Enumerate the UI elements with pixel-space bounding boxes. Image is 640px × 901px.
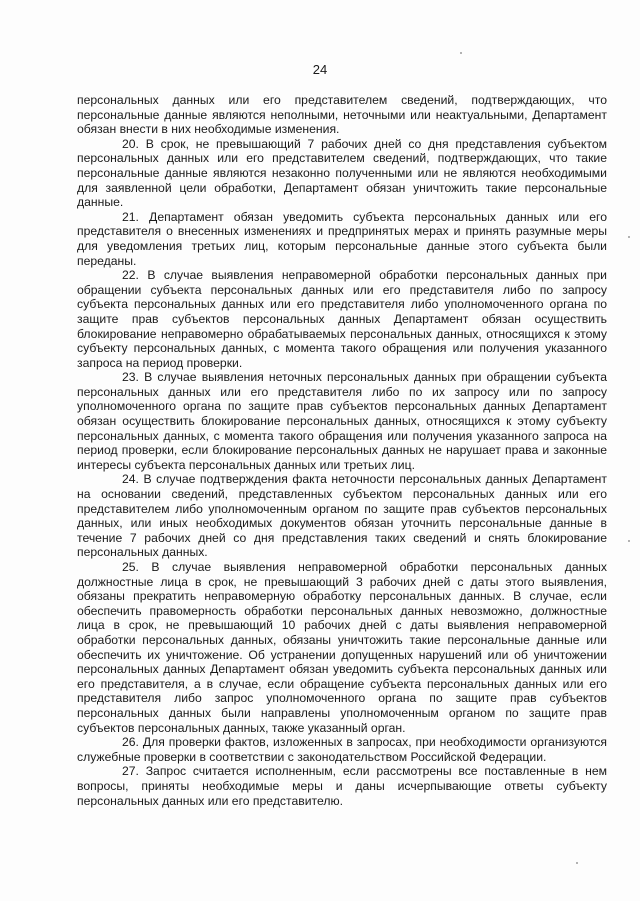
scan-speck bbox=[628, 540, 630, 542]
paragraph-26: 26. Для проверки фактов, изложенных в запросах, при необходимости организуются служебные проверки в соответствии с законодательством Российской Федерации. bbox=[77, 735, 607, 764]
paragraph-22: 22. В случае выявления неправомерной обработки персональных данных при обращении субъекта персональных данных или его представителя либо по запросу субъекта персональных данных или его представителя либо уполномоченного органа по защите прав субъектов персональных данных Департамент обязан осуществить блокирование неправомерно обрабатываемых персональных данных, относящихся к этому субъекту персональных данных, с момента такого обращения или получения указанного запроса на период проверки. bbox=[77, 268, 607, 370]
paragraph-23: 23. В случае выявления неточных персональных данных при обращении субъекта персональных данных или его представителя либо по их запросу или по запросу уполномоченного органа по защите прав субъектов персональных данных Департамент обязан осуществить блокирование персональных данных, относящихся к этому субъекту персональных данных, с момента такого обращения или получения указанного запроса на период проверки, если блокирование персональных данных не нарушает права и законные интересы субъекта персональных данных или третьих лиц. bbox=[77, 370, 607, 472]
paragraph-27: 27. Запрос считается исполненным, если рассмотрены все поставленные в нем вопросы, приняты необходимые меры и даны исчерпывающие ответы субъекту персональных данных или его представителю. bbox=[77, 764, 607, 808]
scan-speck bbox=[628, 236, 630, 238]
paragraph-25: 25. В случае выявления неправомерной обработки персональных данных должностные лица в срок, не превышающий 3 рабочих дней с даты этого выявления, обязаны прекратить неправомерную обработку персональных данных. В случае, если обеспечить правомерность обработки персональных данных невозможно, должностные лица в срок, не превышающий 10 рабочих дней с даты выявления неправомерной обработки персональных данных, обязаны уничтожить такие персональные данные или обеспечить их уничтожение. Об устранении допущенных нарушений или об уничтожении персональных данных Департамент обязан уведомить субъекта персональных данных или его представителя, а в случае, если обращение субъекта персональных данных или его представителя либо запрос уполномоченного органа по защите прав субъектов персональных данных были направлены уполномоченным органом по защите прав субъектов персональных данных, также указанный орган. bbox=[77, 560, 607, 735]
scan-speck bbox=[576, 862, 578, 864]
paragraph-24: 24. В случае подтверждения факта неточности персональных данных Департамент на основании сведений, представленных субъектом персональных данных или его представителем либо уполномоченным органом по защите прав субъектов персональных данных, или иных необходимых документов обязан уточнить персональные данные в течение 7 рабочих дней со дня представления таких сведений и снять блокирование персональных данных. bbox=[77, 472, 607, 560]
scan-speck bbox=[460, 52, 462, 54]
document-body bbox=[77, 93, 607, 808]
paragraph-continuation: персональных данных или его представителем сведений, подтверждающих, что персональные данные являются неполными, неточными или неактуальными, Департамент обязан внести в них необходимые изменения. bbox=[77, 93, 607, 137]
page-number: 24 bbox=[312, 62, 328, 77]
paragraph-21: 21. Департамент обязан уведомить субъекта персональных данных или его представителя о внесенных изменениях и предпринятых мерах и принять разумные меры для уведомления третьих лиц, которым персональные данные этого субъекта были переданы. bbox=[77, 209, 607, 268]
paragraph-20: 20. В срок, не превышающий 7 рабочих дней со дня представления субъектом персональных данных или его представителем сведений, подтверждающих, что такие персональные данные являются незаконно полученными или не являются необходимыми для заявленной цели обработки, Департамент обязан уничтожить такие персональные данные. bbox=[77, 136, 607, 210]
